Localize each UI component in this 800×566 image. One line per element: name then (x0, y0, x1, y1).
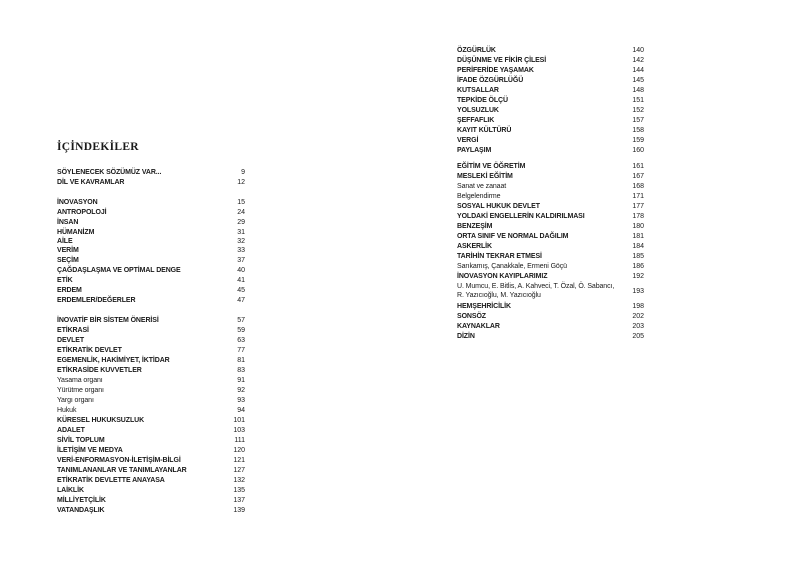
toc-entry-page: 59 (237, 327, 245, 334)
toc-entry-title: KAYNAKLAR (457, 323, 500, 330)
toc-entry-page: 180 (632, 223, 644, 230)
toc-entry[interactable] (457, 76, 644, 86)
toc-entry[interactable] (57, 366, 245, 376)
toc-entry-title: SONSÖZ (457, 313, 486, 320)
toc-entry-title: VATANDAŞLIK (57, 507, 105, 514)
toc-entry-page: 140 (632, 47, 644, 54)
toc-entry-title: MİLLİYETÇİLİK (57, 497, 106, 504)
toc-entry[interactable] (457, 56, 644, 66)
toc-entry[interactable] (57, 486, 245, 496)
toc-entry-page: 152 (632, 107, 644, 114)
toc-entry[interactable] (457, 312, 644, 322)
toc-entry-title: TARİHİN TEKRAR ETMESİ (457, 253, 542, 260)
toc-entry[interactable] (457, 192, 644, 202)
toc-entry-page: 160 (632, 147, 644, 154)
toc-entry[interactable] (57, 228, 245, 238)
toc-entry-title: EGEMENLİK, HAKİMİYET, İKTİDAR (57, 357, 170, 364)
toc-entry-page: 171 (632, 193, 644, 200)
toc-entry-title: Sarıkamış, Çanakkale, Ermeni Göçü (457, 263, 567, 270)
toc-entry-page: 9 (241, 169, 245, 176)
left-toc-list (57, 168, 245, 516)
toc-entry-page: 202 (632, 313, 644, 320)
toc-entry-page: 37 (237, 257, 245, 264)
toc-entry[interactable] (57, 198, 245, 208)
toc-entry-title: HEMŞEHRİCİLİK (457, 303, 511, 310)
toc-entry-page: 139 (233, 507, 245, 514)
toc-entry[interactable] (457, 232, 644, 242)
toc-entry-title: VERİ-ENFORMASYON-İLETİŞİM-BİLGİ (57, 457, 181, 464)
toc-entry-title: KÜRESEL HUKUKSUZLUK (57, 417, 145, 424)
toc-entry-page: 91 (237, 377, 245, 384)
toc-entry[interactable] (457, 162, 644, 172)
toc-entry-title: YOLSUZLUK (457, 107, 499, 114)
right-toc-list (457, 46, 644, 342)
toc-entry-page: 15 (237, 199, 245, 206)
toc-entry[interactable] (457, 302, 644, 312)
toc-entry[interactable] (457, 222, 644, 232)
toc-entry-title: ANTROPOLOJİ (57, 209, 107, 216)
toc-entry[interactable] (457, 202, 644, 212)
toc-entry-page: 83 (237, 367, 245, 374)
toc-entry[interactable] (457, 182, 644, 192)
toc-entry-page: 185 (632, 253, 644, 260)
toc-entry-page: 57 (237, 317, 245, 324)
toc-entry-page: 103 (233, 427, 245, 434)
toc-entry[interactable] (57, 406, 245, 416)
toc-entry-title: Belgelendirme (457, 193, 501, 200)
toc-entry-page: 167 (632, 173, 644, 180)
toc-entry-title: ERDEM (57, 287, 82, 294)
toc-entry[interactable] (57, 346, 245, 356)
toc-entry[interactable] (57, 476, 245, 486)
toc-entry[interactable] (57, 426, 245, 436)
toc-entry-title: ETİKRASİ (57, 327, 89, 334)
toc-entry[interactable] (57, 326, 245, 336)
toc-entry-title: YOLDAKİ ENGELLERİN KALDIRILMASI (457, 213, 585, 220)
toc-entry[interactable] (457, 146, 644, 156)
toc-entry[interactable] (57, 276, 245, 286)
toc-entry-title: İNOVASYON (57, 199, 98, 206)
toc-entry-title: Yürütme organı (57, 387, 104, 394)
toc-entry[interactable] (457, 136, 644, 146)
toc-entry-page: 203 (632, 323, 644, 330)
toc-entry-page: 121 (233, 457, 245, 464)
toc-entry-page: 178 (632, 213, 644, 220)
toc-entry-page: 12 (237, 179, 245, 186)
toc-entry-title: Yargı organı (57, 397, 94, 404)
toc-entry-title: EĞİTİM VE ÖĞRETİM (457, 163, 526, 170)
toc-entry-title: TANIMLANANLAR VE TANIMLAYANLAR (57, 467, 187, 474)
toc-entry-page: 184 (632, 243, 644, 250)
toc-entry-title: KAYIT KÜLTÜRÜ (457, 127, 512, 134)
toc-entry-title: İNSAN (57, 219, 79, 226)
toc-entry-title: ÇAĞDAŞLAŞMA VE OPTİMAL DENGE (57, 267, 181, 274)
toc-entry-title: ŞEFFAFLIK (457, 117, 495, 124)
toc-entry[interactable] (57, 376, 245, 386)
toc-entry-page: 93 (237, 397, 245, 404)
toc-entry-title: BENZEŞİM (457, 223, 493, 230)
toc-entry-page: 148 (632, 87, 644, 94)
toc-entry[interactable] (457, 86, 644, 96)
toc-entry[interactable] (457, 212, 644, 222)
toc-entry-title: Yasama organı (57, 377, 103, 384)
toc-entry-page: 29 (237, 219, 245, 226)
toc-entry-page: 168 (632, 183, 644, 190)
toc-entry-page: 77 (237, 347, 245, 354)
toc-entry-title: Sanat ve zanaat (457, 183, 507, 190)
toc-entry[interactable] (57, 356, 245, 366)
toc-entry[interactable] (457, 262, 644, 272)
toc-entry-title: İNOVATİF BİR SİSTEM ÖNERİSİ (57, 317, 159, 324)
toc-entry-page: 63 (237, 337, 245, 344)
toc-entry-page: 92 (237, 387, 245, 394)
toc-entry[interactable] (457, 272, 644, 282)
toc-entry-page: 81 (237, 357, 245, 364)
toc-entry[interactable] (57, 416, 245, 426)
toc-entry[interactable] (57, 316, 245, 326)
toc-entry-title: VERGİ (457, 137, 479, 144)
toc-entry[interactable] (57, 466, 245, 476)
toc-entry-page: 101 (233, 417, 245, 424)
toc-entry-page: 177 (632, 203, 644, 210)
toc-entry-title: DÜŞÜNME VE FİKİR ÇİLESİ (457, 57, 547, 64)
toc-entry-page: 142 (632, 57, 644, 64)
toc-entry-title: VERİM (57, 247, 79, 254)
toc-entry-page: 192 (632, 273, 644, 280)
toc-entry-page: 144 (632, 67, 644, 74)
toc-entry[interactable] (457, 46, 644, 56)
toc-entry-page: 40 (237, 267, 245, 274)
toc-entry[interactable] (57, 266, 245, 276)
toc-entry[interactable] (457, 126, 644, 136)
toc-entry-page: 111 (234, 437, 245, 444)
toc-entry[interactable] (57, 208, 245, 218)
toc-entry-title: PAYLAŞIM (457, 147, 492, 154)
toc-entry-page: 158 (632, 127, 644, 134)
toc-entry-page: 132 (233, 477, 245, 484)
toc-entry[interactable] (457, 322, 644, 332)
toc-entry-page: 193 (632, 288, 644, 295)
section-gap (57, 306, 245, 316)
toc-entry-page: 135 (233, 487, 245, 494)
toc-entry-page: 41 (237, 277, 245, 284)
toc-entry[interactable] (57, 446, 245, 456)
toc-entry-title: LAİKLİK (57, 487, 84, 494)
toc-entry-title: U. Mumcu, E. Bitlis, A. Kahveci, T. Özal, Ö. Sabancı, R. Yazıcıoğlu, M. Yazıcıoğlu (457, 283, 615, 299)
toc-entry-title: HÜMANİZM (57, 229, 95, 236)
toc-entry[interactable] (57, 238, 245, 246)
toc-entry-title: AİLE (57, 238, 73, 245)
section-gap (57, 188, 245, 198)
toc-entry-page: 161 (632, 163, 644, 170)
toc-entry-title: KUTSALLAR (457, 87, 499, 94)
toc-entry[interactable] (57, 386, 245, 396)
toc-entry[interactable] (57, 456, 245, 466)
toc-entry[interactable] (57, 506, 245, 516)
toc-entry-page: 47 (237, 297, 245, 304)
toc-entry[interactable] (57, 246, 245, 256)
toc-entry[interactable] (457, 332, 644, 342)
toc-entry-title: DİL VE KAVRAMLAR (57, 179, 125, 186)
toc-entry-page: 159 (632, 137, 644, 144)
toc-entry-title: İNOVASYON KAYIPLARIMIZ (457, 273, 548, 280)
toc-entry-page: 181 (632, 233, 644, 240)
toc-entry-title: SEÇİM (57, 257, 79, 264)
toc-entry-title: DİZİN (457, 333, 475, 340)
toc-entry-title: ÖZGÜRLÜK (457, 47, 496, 54)
toc-entry-title: İLETİŞİM VE MEDYA (57, 447, 123, 454)
toc-entry[interactable] (57, 296, 245, 306)
toc-title: İÇİNDEKİLER (57, 141, 139, 153)
toc-entry-title: DEVLET (57, 337, 85, 344)
toc-entry-page: 31 (237, 229, 245, 236)
toc-entry[interactable] (57, 286, 245, 296)
toc-entry-title: ETİKRATİK DEVLETTE ANAYASA (57, 477, 165, 484)
toc-entry[interactable] (57, 168, 245, 178)
toc-entry-page: 120 (233, 447, 245, 454)
toc-entry-title: ETİK (57, 277, 73, 284)
toc-entry-title: ORTA SINIF VE NORMAL DAĞILIM (457, 233, 569, 240)
toc-entry-title: SOSYAL HUKUK DEVLET (457, 203, 540, 210)
toc-entry-title: ADALET (57, 427, 85, 434)
toc-entry-page: 198 (632, 303, 644, 310)
toc-entry-page: 137 (233, 497, 245, 504)
toc-entry-title: MESLEKİ EĞİTİM (457, 173, 513, 180)
toc-entry[interactable] (457, 66, 644, 76)
toc-entry[interactable] (457, 252, 644, 262)
toc-entry-page: 33 (237, 247, 245, 254)
toc-entry-title: SİVİL TOPLUM (57, 437, 105, 444)
toc-entry-title: ASKERLİK (457, 243, 492, 250)
toc-entry[interactable] (57, 218, 245, 228)
toc-entry[interactable] (457, 96, 644, 106)
right-page (400, 0, 800, 566)
toc-entry[interactable] (57, 496, 245, 506)
toc-entry-title: SÖYLENECEK SÖZÜMÜZ VAR... (57, 169, 162, 176)
toc-entry-page: 24 (237, 209, 245, 216)
toc-entry-title: ETİKRASİDE KUVVETLER (57, 367, 142, 374)
toc-entry[interactable] (457, 242, 644, 252)
toc-entry-page: 205 (632, 333, 644, 340)
toc-entry-title: İFADE ÖZGÜRLÜĞÜ (457, 77, 524, 84)
toc-entry-page: 186 (632, 263, 644, 270)
toc-entry[interactable] (457, 106, 644, 116)
toc-entry-page: 127 (233, 467, 245, 474)
toc-entry-title: Hukuk (57, 407, 77, 414)
toc-entry[interactable] (57, 178, 245, 188)
toc-entry[interactable] (57, 436, 245, 446)
toc-entry-title: ERDEMLER/DEĞERLER (57, 297, 136, 304)
toc-entry[interactable] (57, 396, 245, 406)
toc-entry[interactable] (457, 116, 644, 126)
toc-entry-page: 151 (632, 97, 644, 104)
toc-entry-page: 32 (237, 238, 245, 245)
toc-entry-title: ETİKRATİK DEVLET (57, 347, 122, 354)
toc-entry-page: 157 (632, 117, 644, 124)
toc-entry[interactable] (57, 256, 245, 266)
toc-entry[interactable] (457, 282, 644, 302)
toc-entry-title: TEPKİDE ÖLÇÜ (457, 97, 508, 104)
toc-entry-page: 94 (237, 407, 245, 414)
toc-entry-title: PERİFERİDE YAŞAMAK (457, 67, 534, 74)
toc-entry-page: 145 (632, 77, 644, 84)
toc-entry-page: 45 (237, 287, 245, 294)
toc-entry[interactable] (57, 336, 245, 346)
toc-entry[interactable] (457, 172, 644, 182)
